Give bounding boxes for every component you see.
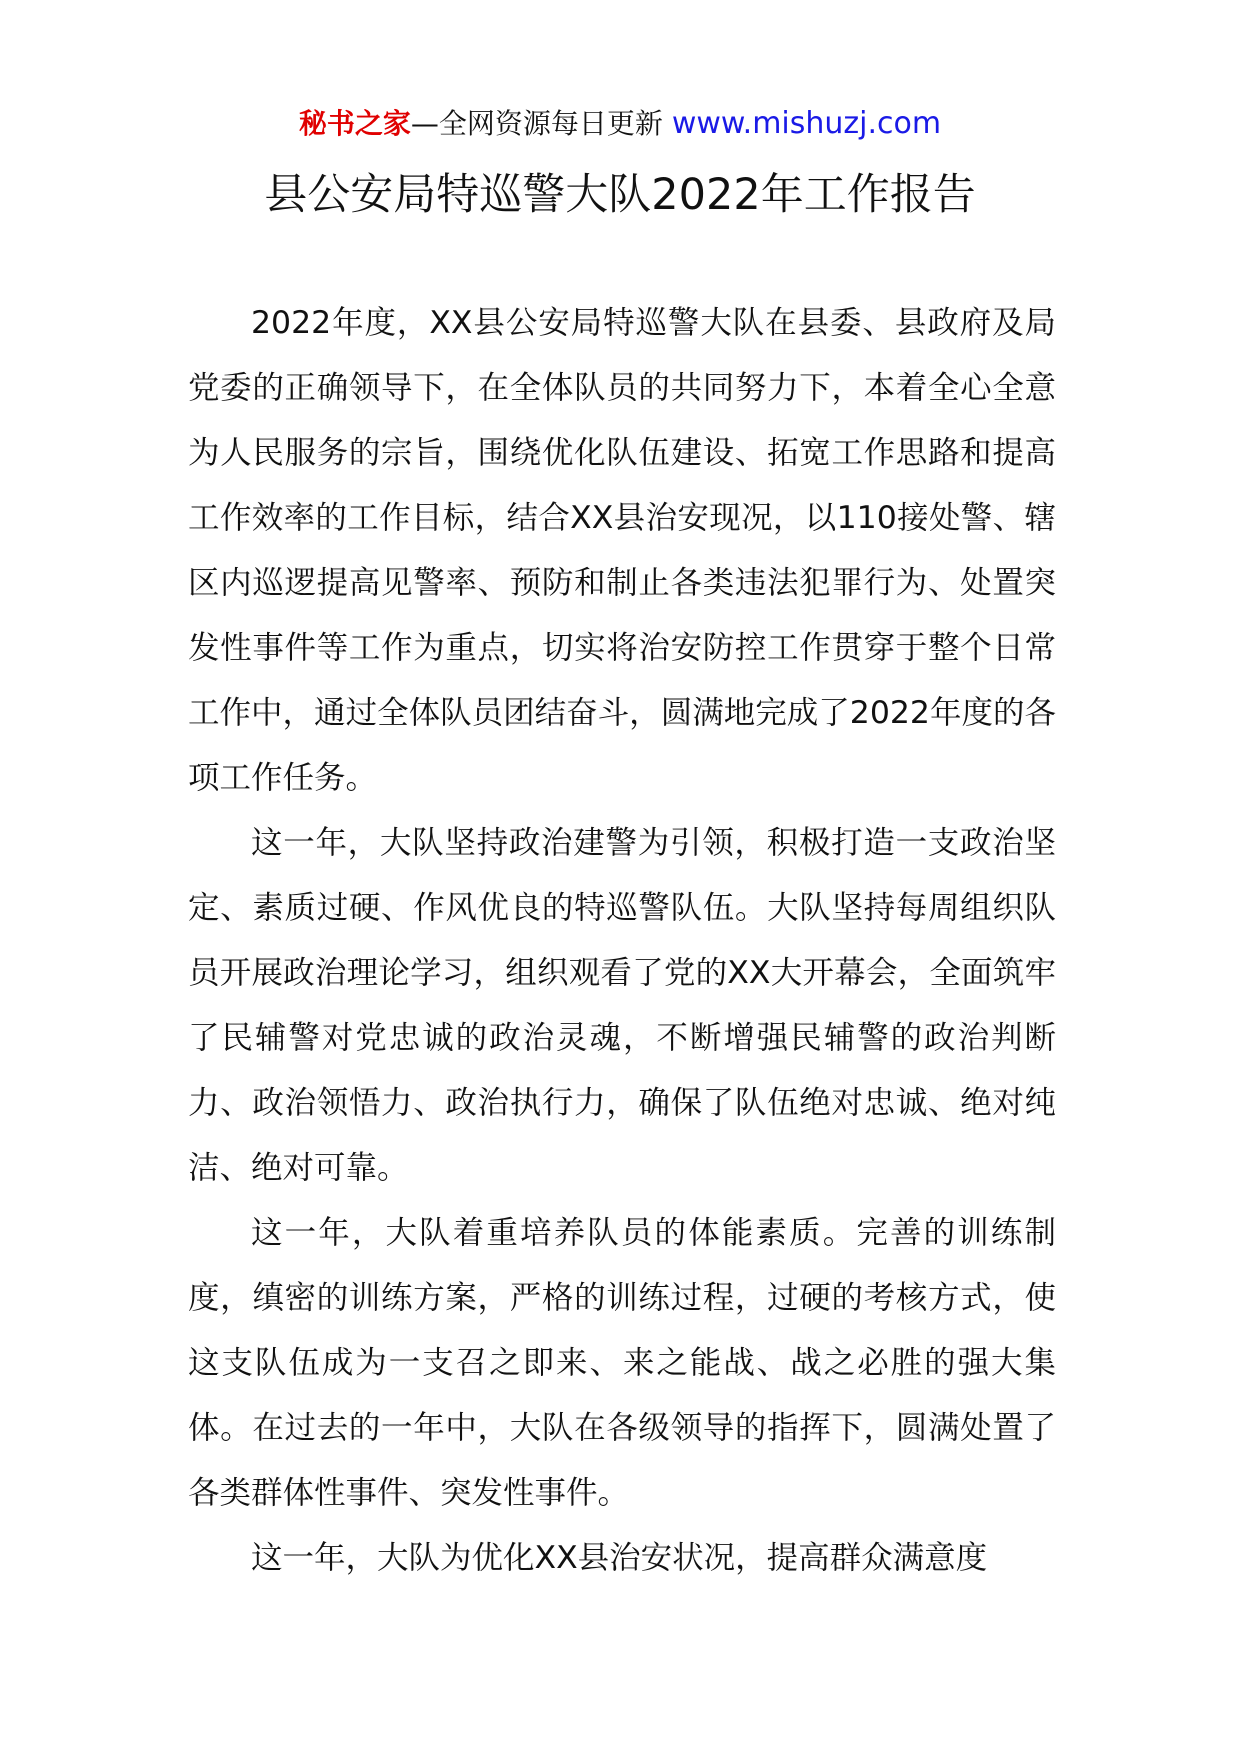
brand-name: 秘书之家 xyxy=(298,107,411,140)
document-title: 县公安局特巡警大队2022年工作报告 xyxy=(264,170,976,220)
document-body xyxy=(188,291,1056,1591)
banner-slogan: —全网资源每日更新 xyxy=(410,107,672,140)
paragraph: 这一年，大队着重培养队员的体能素质。完善的训练制度，缜密的训练方案，严格的训练过程，过硬的考核方式，使这支队伍成为一支召之即来、来之能战、战之必胜的强大集体。在过去的一年中，大队在各级领导的指挥下，圆满处置了各类群体性事件、突发性事件。 xyxy=(188,1215,1056,1511)
site-banner xyxy=(0,100,1240,148)
site-url-link[interactable]: www.mishuzj.com xyxy=(671,106,942,141)
paragraph: 这一年，大队坚持政治建警为引领，积极打造一支政治坚定、素质过硬、作风优良的特巡警队伍。大队坚持每周组织队员开展政治理论学习，组织观看了党的XX大开幕会，全面筑牢了民辅警对党忠诚的政治灵魂，不断增强民辅警的政治判断力、政治领悟力、政治执行力，确保了队伍绝对忠诚、绝对纯洁、绝对可靠。 xyxy=(188,825,1056,1186)
paragraph: 2022年度，XX县公安局特巡警大队在县委、县政府及局党委的正确领导下，在全体队员的共同努力下，本着全心全意为人民服务的宗旨，围绕优化队伍建设、拓宽工作思路和提高工作效率的工作目标，结合XX县治安现况，以110接处警、辖区内巡逻提高见警率、预防和制止各类违法犯罪行为、处置突发性事件等工作为重点，切实将治安防控工作贯穿于整个日常工作中，通过全体队员团结奋斗，圆满地完成了2022年度的各项工作任务。 xyxy=(188,305,1056,796)
paragraph: 这一年，大队为优化XX县治安状况，提高群众满意度 xyxy=(251,1540,988,1576)
